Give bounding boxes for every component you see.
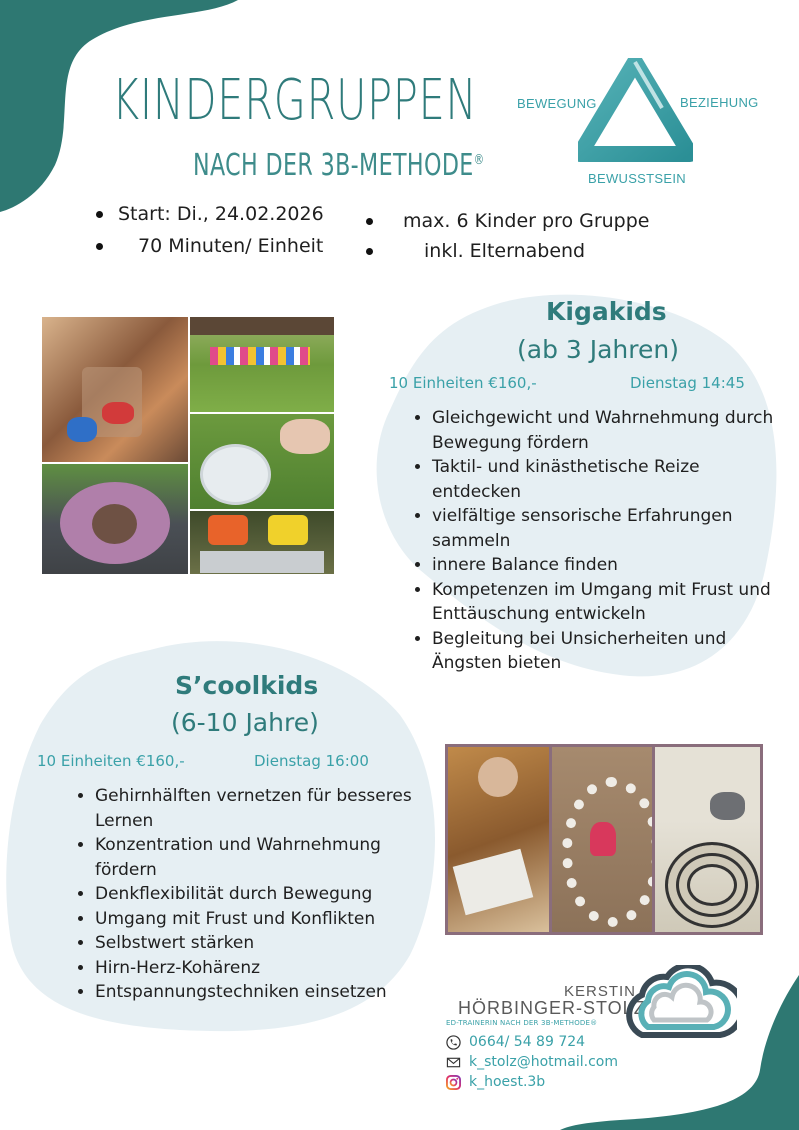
bullet-dot [366, 218, 373, 225]
kigakids-subtitle: (ab 3 Jahren) [517, 335, 679, 364]
contact-phone-text: 0664/ 54 89 724 [469, 1034, 586, 1050]
photo-labyrinth [655, 747, 760, 932]
logo-label-bewegung: BEWEGUNG [517, 96, 597, 111]
list-item: • innere Balance finden [432, 553, 782, 578]
cloud-logo-icon [622, 965, 737, 1040]
contact-email-text: k_stolz@hotmail.com [469, 1054, 618, 1070]
kigakids-title: Kigakids [546, 297, 667, 326]
list-item: • Hirn-Herz-Kohärenz [95, 956, 440, 981]
fact-parents-evening-text: inkl. Elternabend [424, 240, 586, 262]
fact-start-text: Start: Di., 24.02.2026 [118, 203, 324, 225]
logo-label-bewusstsein: BEWUSSTSEIN [588, 171, 686, 186]
photo-sensory-bowl [190, 414, 334, 509]
kigakids-list [412, 406, 782, 676]
photo-table-play [42, 317, 188, 462]
contact-instagram-text: k_hoest.3b [469, 1074, 546, 1090]
list-item: • Kompetenzen im Umgang mit Frust und Enttäuschung entwickeln [432, 578, 782, 627]
bullet-dot [96, 211, 103, 218]
contact-last-name: HÖRBINGER-STOLZ [458, 998, 646, 1018]
scoolkids-list [75, 784, 440, 1005]
page-title: KINDERGRUPPEN [112, 68, 478, 133]
registered-mark: ® [473, 152, 485, 168]
kigakids-photo-collage [42, 317, 334, 574]
list-item: • vielfältige sensorische Erfahrungen sammeln [432, 504, 782, 553]
bullet-dot [96, 243, 103, 250]
kigakids-price: 10 Einheiten €160,- [389, 374, 537, 392]
contact-role: ED-TRAINERIN NACH DER 3B-METHODE® [446, 1019, 598, 1027]
list-item: • Begleitung bei Unsicherheiten und Ängsten bieten [432, 627, 782, 676]
list-item: • Umgang mit Frust und Konflikten [95, 907, 440, 932]
list-item: • Selbstwert stärken [95, 931, 440, 956]
list-item: • Taktil- und kinästhetische Reize entdecken [432, 455, 782, 504]
contact-first-name: KERSTIN [564, 983, 637, 1000]
fact-duration-text: 70 Minuten/ Einheit [138, 235, 324, 257]
logo-label-beziehung: BEZIEHUNG [680, 95, 759, 110]
subtitle-text: NACH DER 3B-METHODE [193, 148, 474, 183]
list-item: • Konzentration und Wahrnehmung fördern [95, 833, 440, 882]
photo-cocoon-bag [42, 464, 188, 574]
fact-max-children [366, 210, 650, 232]
list-item: • Gehirnhälften vernetzen für besseres Lernen [95, 784, 440, 833]
contact-phone[interactable] [446, 1034, 585, 1050]
list-item: • Gleichgewicht und Wahrnehmung durch Bewegung fördern [432, 406, 782, 455]
photo-kids-running [190, 317, 334, 412]
fact-parents-evening [366, 240, 585, 262]
page-subtitle [193, 148, 484, 183]
scoolkids-price: 10 Einheiten €160,- [37, 752, 185, 770]
list-item: • Entspannungstechniken einsetzen [95, 980, 440, 1005]
photo-kids-crafting [190, 511, 334, 574]
fact-max-children-text: max. 6 Kinder pro Gruppe [403, 210, 650, 232]
contact-instagram[interactable] [446, 1074, 545, 1090]
kigakids-schedule: Dienstag 14:45 [630, 374, 745, 392]
scoolkids-schedule: Dienstag 16:00 [254, 752, 369, 770]
bullet-dot [366, 248, 373, 255]
mail-icon [446, 1055, 461, 1070]
contact-email[interactable] [446, 1054, 618, 1070]
photo-card-circle [552, 747, 652, 932]
photo-child-reading [448, 747, 549, 932]
scoolkids-photo-strip [445, 744, 763, 935]
fact-start [96, 203, 324, 225]
instagram-icon [446, 1075, 461, 1090]
phone-icon [446, 1035, 461, 1050]
list-item: • Denkflexibilität durch Bewegung [95, 882, 440, 907]
scoolkids-title: S’coolkids [175, 671, 319, 700]
triangle-logo-icon [578, 58, 693, 168]
scoolkids-subtitle: (6-10 Jahre) [171, 708, 319, 737]
fact-duration [96, 235, 323, 257]
